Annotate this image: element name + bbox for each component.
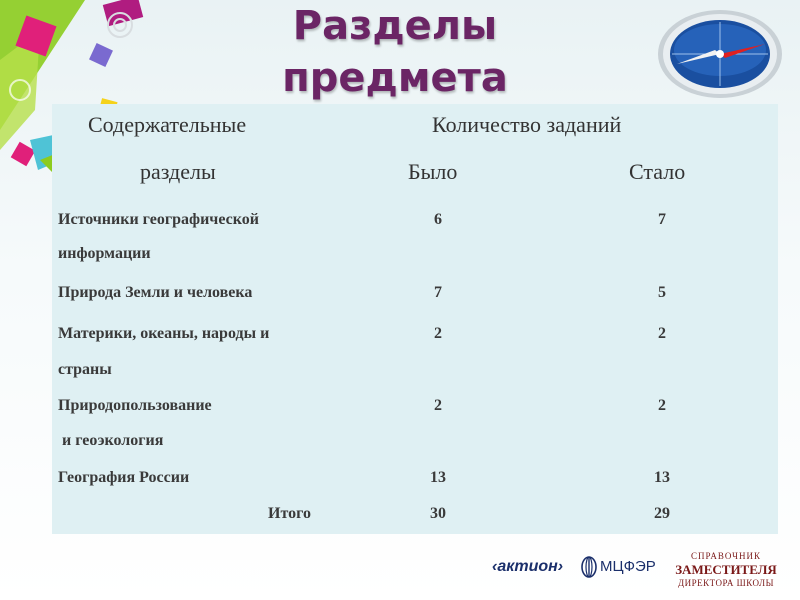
row-4-label-line-1: Природопользование <box>58 397 212 414</box>
row-5-label-line-1: География России <box>58 469 190 486</box>
row-2-was: 7 <box>434 284 442 301</box>
header-sections-line-2: разделы <box>140 159 216 184</box>
spravochnik-line-1: СПРАВОЧНИК <box>691 551 761 561</box>
row-5-was: 13 <box>430 469 446 486</box>
row-3-now: 2 <box>658 325 666 342</box>
header-was: Было <box>408 159 458 184</box>
title-line-1: Разделы <box>292 3 498 49</box>
row-3-label-line-2: страны <box>58 361 112 378</box>
title-line-2: предмета <box>282 55 508 101</box>
row-2-label-line-1: Природа Земли и человека <box>58 284 253 301</box>
row-4-was: 2 <box>434 397 442 414</box>
spravochnik-line-3: ДИРЕКТОРА ШКОЛЫ <box>678 578 774 588</box>
row-1-label-line-1: Источники географической <box>58 211 259 228</box>
row-1-now: 7 <box>658 211 666 228</box>
compass-icon <box>655 6 785 102</box>
row-5-now: 13 <box>654 469 670 486</box>
aktion-logo: ‹актион› <box>492 558 564 575</box>
total-now: 29 <box>654 505 670 522</box>
header-sections-line-1: Содержательные <box>88 112 247 137</box>
footer-logos <box>490 548 790 594</box>
spravochnik-logo <box>668 550 784 589</box>
row-4-now: 2 <box>658 397 666 414</box>
row-3-label-line-1: Материки, океаны, народы и <box>58 325 270 342</box>
spravochnik-line-2: ЗАМЕСТИТЕЛЯ <box>675 562 777 577</box>
header-now: Стало <box>629 159 686 184</box>
sections-table <box>52 104 778 534</box>
row-1-was: 6 <box>434 211 442 228</box>
mcfer-logo-text: МЦФЭР <box>600 558 656 575</box>
row-1-label-line-2: информации <box>58 245 151 262</box>
row-4-label-line-2: и геоэкология <box>58 432 164 449</box>
mcfer-logo-icon <box>580 556 598 578</box>
total-label: Итого <box>268 505 311 522</box>
slide-title <box>230 0 560 104</box>
total-was: 30 <box>430 505 446 522</box>
row-2-now: 5 <box>658 284 666 301</box>
row-3-was: 2 <box>434 325 442 342</box>
header-task-count: Количество заданий <box>432 112 622 137</box>
